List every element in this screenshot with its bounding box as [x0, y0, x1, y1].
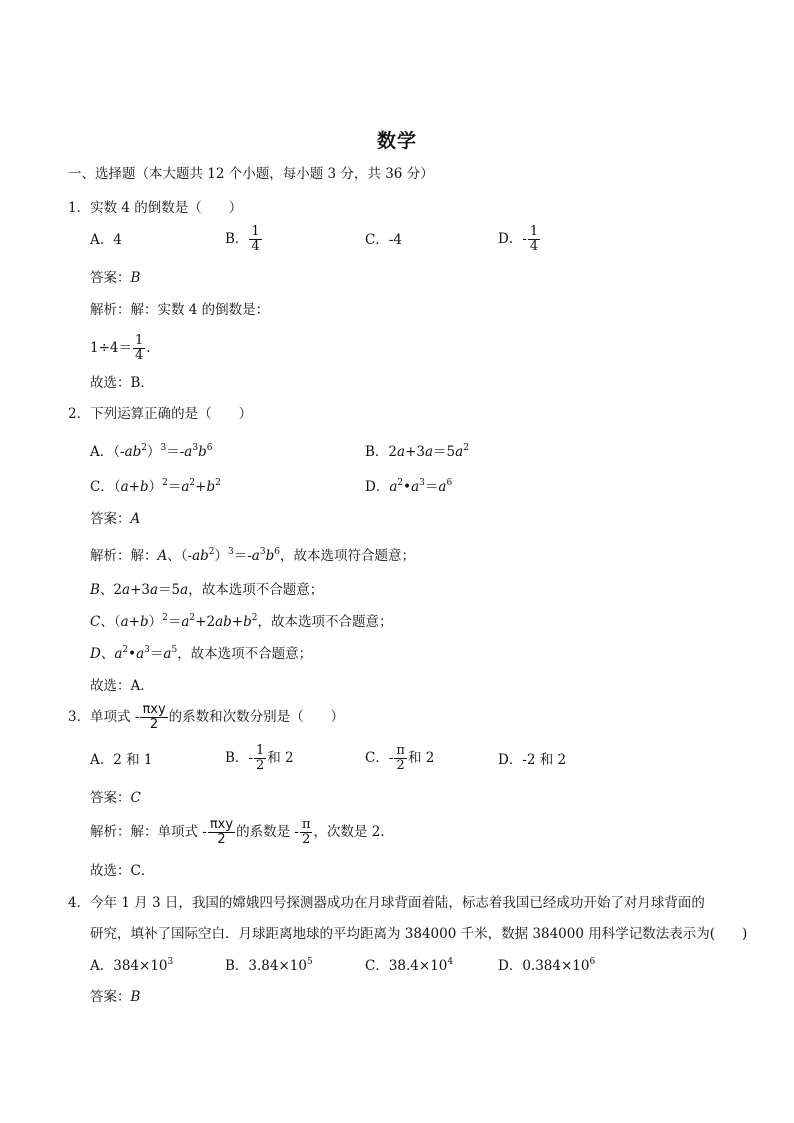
- q2-option-d: D．$a^2•a^3=a^6$: [365, 478, 453, 495]
- q2-option-a: A．$(-ab^2)^3=-a^3b^6$: [90, 443, 213, 460]
- fraction: $\frac{1}{4}$: [135, 333, 144, 363]
- q4-option-b: B．$3.84\times 10^5$: [225, 957, 313, 974]
- fraction: $\frac{\pi}{2}$: [396, 743, 405, 773]
- q3-option-a: A．2 和 1: [90, 752, 153, 768]
- q1-calculation: 1÷4＝ $\frac{1}{4}$ .: [90, 333, 151, 363]
- q1-stem: 1．实数 4 的倒数是（ ）: [68, 200, 243, 216]
- q3-stem: 3．单项式 - $\frac{\text{πxy}}{2}$ 的系数和次数分别是（ ）: [68, 702, 345, 732]
- fraction: $\frac{\text{πxy}}{2}$: [142, 702, 166, 732]
- q3-option-b: B．- $\frac{1}{2}$ 和 2: [225, 743, 294, 773]
- q1-analysis: 解析：解：实数 4 的倒数是：: [90, 302, 270, 318]
- fraction: $\frac{1}{4}$: [251, 224, 260, 254]
- q2-analysis-a: 解析：解：A、$(-ab^2)^3=-a^3b^6$，故本选项符合题意；: [90, 547, 415, 564]
- q3-analysis: 解析：解：单项式 - $\frac{\text{πxy}}{2}$ 的系数是 - $\frac{\pi}{2}$ ，次数是 2．: [90, 817, 394, 847]
- q4-option-c: C．$38.4\times 10^4$: [365, 957, 454, 974]
- q2-stem: 2．下列运算正确的是（ ）: [68, 406, 253, 422]
- q4-option-a: A．$384\times 10^3$: [90, 957, 174, 974]
- q2-option-c: C．$(a+b)^2=a^2+b^2$: [90, 478, 221, 495]
- q1-option-c: C．-4: [365, 232, 402, 248]
- q2-answer: 答案：A: [90, 511, 141, 527]
- q2-analysis-b: B、2a+3a＝5a，故本选项不合题意；: [90, 582, 324, 598]
- fraction: $\frac{1}{4}$: [529, 224, 539, 254]
- q4-option-d: D．$0.384\times 10^6$: [498, 957, 596, 974]
- q3-answer: 答案：C: [90, 790, 141, 806]
- q1-option-b: B． $\frac{1}{4}$: [225, 224, 260, 254]
- fraction: $\frac{1}{2}$: [255, 743, 265, 773]
- q3-option-c: C．- $\frac{\pi}{2}$ 和 2: [365, 743, 435, 773]
- q1-conclusion: 故选：B．: [90, 375, 154, 391]
- q2-analysis-d: D、$a^2•a^3=a^5$，故本选项不合题意；: [90, 645, 313, 662]
- fraction: $\frac{\text{πxy}}{2}$: [209, 817, 234, 847]
- section-heading: 一、选择题（本大题共 12 个小题，每小题 3 分，共 36 分）: [68, 166, 434, 182]
- q4-stem-line1: 4．今年 1 月 3 日，我国的嫦娥四号探测器成功在月球背面着陆，标志着我国已经成功开始了对月球背面的: [68, 895, 705, 911]
- q2-analysis-c: C、$(a+b)^2=a^2+2ab+b^2$，故本选项不合题意；: [90, 613, 393, 630]
- q1-option-a: A．4: [90, 232, 122, 248]
- q4-answer: 答案：B: [90, 989, 141, 1005]
- page-title: 数学: [376, 130, 417, 152]
- q1-option-d: D．- $\frac{1}{4}$: [498, 224, 539, 254]
- q3-option-d: D．-2 和 2: [498, 752, 567, 768]
- q2-option-b: B．$2a+3a=5a^2$: [365, 443, 469, 460]
- q3-conclusion: 故选：C．: [90, 863, 155, 879]
- q2-conclusion: 故选：A．: [90, 678, 154, 694]
- q1-answer: 答案：B: [90, 270, 141, 286]
- q4-stem-line2: 研究，填补了国际空白．月球距离地球的平均距离为 384000 千米，数据 384000 用科学记数法表示为( ): [90, 926, 748, 942]
- fraction: $\frac{\pi}{2}$: [301, 817, 311, 847]
